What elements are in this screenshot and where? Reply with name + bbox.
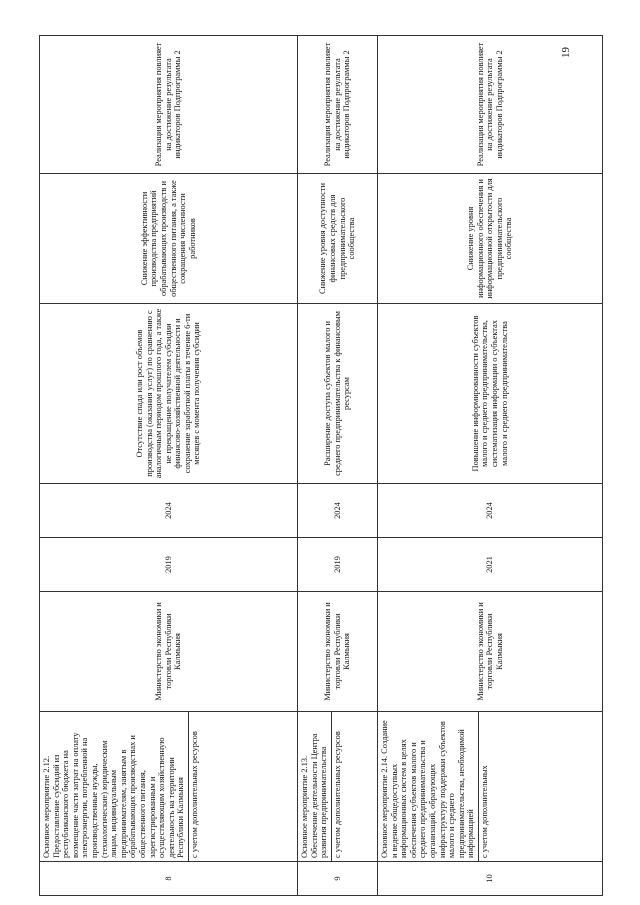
- measure-extra-resources: с учетом дополнительных: [478, 712, 490, 861]
- measure-cell: [378, 712, 603, 862]
- measures-table: [39, 35, 603, 896]
- executor-cell: Министерство экономики и торговли Республики Калмыкия: [378, 592, 603, 712]
- measure-extra-resources: с учетом дополнительных ресурсов: [331, 712, 343, 861]
- measure-text: Основное мероприятие 2.14. Создание и ведение общедоступных информационных систем в целях обеспечения субъектов малого и среднего предпринимательства и организаций, образующих инфраструктуру поддержки субъектов малого и среднего предпринимательства, необходимой информацией: [380, 720, 476, 858]
- end-year-cell: 2024: [298, 484, 378, 538]
- link-cell: Реализация мероприятия повлияет на достижение результата индикаторов Подпрограммы 2: [298, 36, 378, 174]
- table-row: [298, 36, 378, 896]
- link-cell: Реализация мероприятия повлияет на достижение результата индикаторов Подпрограммы 2: [378, 36, 603, 174]
- row-number: 9: [298, 862, 378, 896]
- table-row: [378, 36, 603, 896]
- end-year-cell: 2024: [378, 484, 603, 538]
- consequence-cell: Снижение эффективности производства предприятий обрабатывающих производств и общественного питания, а также сокращения численности работников: [40, 174, 298, 304]
- result-cell: Расширение доступа субъектов малого и среднего предпринимательства к финансовым ресурсам: [298, 304, 378, 484]
- start-year-cell: 2019: [40, 538, 298, 592]
- start-year-cell: 2021: [378, 538, 603, 592]
- consequence-cell: Снижение уровня информационного обеспечения и информационной открытости для предпринимательского сообщества: [378, 174, 603, 304]
- rotated-table-container: [39, 36, 602, 896]
- table-row: [40, 36, 298, 896]
- measure-cell: [298, 712, 378, 862]
- measure-cell: [40, 712, 298, 862]
- end-year-cell: 2024: [40, 484, 298, 538]
- measure-extra-resources: с учетом дополнительных ресурсов: [188, 712, 200, 861]
- result-cell: Повышение информированности субъектов малого и среднего предпринимательства, систематизация информации о субъектах малого и среднего предпринимательства: [378, 304, 603, 484]
- measure-text: Основное мероприятие 2.13. Обеспечение деятельности Центра развития предпринимательства: [300, 733, 329, 858]
- measure-text: Основное мероприятие 2.12. Предоставление субсидий из республиканского бюджета на возмещение части затрат на оплату электроэнергии, потребленной на производственные нужды, (технологические) юридическим лицам, индивидуальным предпринимателям, занятым в обрабатывающих производствах и общественного питания, зарегистрированным и осуществляющим хозяйственную деятельность на территории Республики Калмыкия: [42, 732, 186, 858]
- executor-cell: Министерство экономики и торговли Республики Калмыкия: [298, 592, 378, 712]
- consequence-cell: Снижение уровня доступности финансовых средств для предпринимательского сообщества: [298, 174, 378, 304]
- link-cell: Реализация мероприятия повлияет на достижение результата индикаторов Подпрограммы 2: [40, 36, 298, 174]
- row-number: 8: [40, 862, 298, 896]
- start-year-cell: 2019: [298, 538, 378, 592]
- row-number: 10: [378, 862, 603, 896]
- executor-cell: Министерство экономики и торговли Республики Калмыкия: [40, 592, 298, 712]
- page-number: 19: [560, 47, 572, 58]
- result-cell: Отсутствие спада или рост объемов производства (оказания услуг) по сравнению с аналогичным периодом прошлого года, а также не прекращение получателем субсидии финансово-хозяйственной деятельности и сохранение заработной платы в течение 6-ти месяцев с момента получения субсидии: [40, 304, 298, 484]
